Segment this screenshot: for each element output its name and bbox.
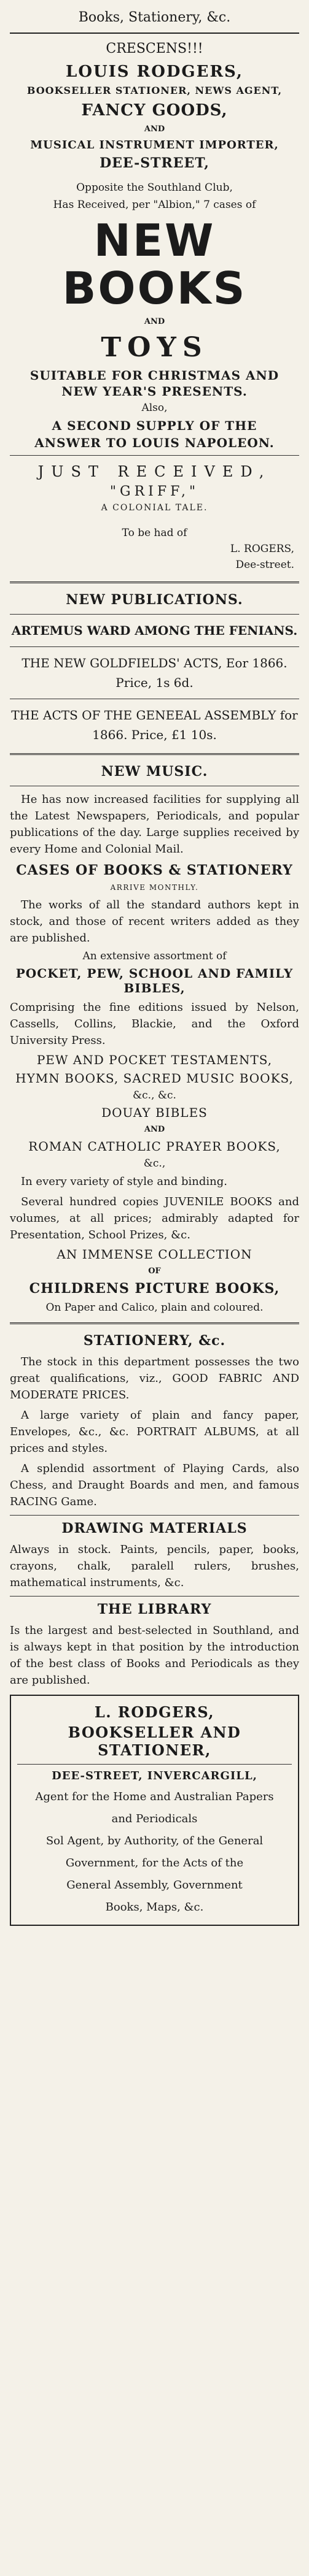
extensive-line: An extensive assortment of (82, 950, 227, 962)
merchant-name: LOUIS RODGERS, (66, 63, 243, 81)
artemus-ward-ad: ARTEMUS WARD AMONG THE FENIANS. (11, 623, 298, 638)
editions-paragraph: Comprising the fine editions issued by Nelson, Cassells, Collins, Blackie, and the Oxford University Press. (10, 1001, 299, 1047)
sole-agent-line-3: General Assembly, Government (66, 1879, 243, 1892)
newspapers-paragraph: He has now increased facilities for supplying all the Latest Newspapers, Periodicals, and popular publications of the day. Large supplies received by every Home and Colonial Mail. (10, 793, 299, 856)
divider (10, 455, 299, 456)
divider (17, 1764, 292, 1765)
section-heading: Books, Stationery, &c. (78, 10, 231, 25)
suitable-line-2: NEW YEAR'S PRESENTS. (61, 384, 248, 399)
received-line: Has Received, per "Albion," 7 cases of (53, 199, 256, 211)
new-books-banner: NEW BOOKS (62, 215, 247, 314)
library-title: THE LIBRARY (97, 1601, 212, 1617)
signature-street: Dee-street. (235, 559, 294, 571)
library-paragraph: Is the largest and best-selected in Southland, and is always kept in that position by the introduction of the best class of Books and Periodicals as they are published. (10, 1624, 299, 1687)
stationery-paragraph-2: A large variety of plain and fancy paper, Envelopes, &c., &c. PORTRAIT ALBUMS, at all prices and styles. (10, 1409, 299, 1455)
new-music-title: NEW MUSIC. (101, 764, 208, 780)
of-word: OF (148, 1267, 161, 1276)
and-word: AND (144, 125, 165, 134)
fancy-goods: FANCY GOODS, (81, 101, 228, 120)
cases-heading: CASES OF BOOKS & STATIONERY (16, 862, 293, 878)
standard-authors-paragraph: The works of all the standard authors kept in stock, and those of recent writers added as they are published. (10, 899, 299, 945)
stationery-title: STATIONERY, &c. (83, 1333, 226, 1349)
catholic-heading: ROMAN CATHOLIC PRAYER BOOKS, (28, 1139, 281, 1154)
hymn-books-heading: HYMN BOOKS, SACRED MUSIC BOOKS, (15, 1071, 294, 1086)
divider (10, 646, 299, 647)
sole-agent-line-1: Sol Agent, by Authority, of the General (45, 1834, 264, 1847)
goldfields-acts-ad: THE NEW GOLDFIELDS' ACTS, Eor 1866. Price, 1s 6d. (22, 656, 287, 690)
divider (10, 33, 299, 34)
stationery-section (10, 1333, 299, 1510)
drawing-paragraph: Always in stock. Paints, pencils, paper, books, crayons, chalk, paralell rulers, brushes, mathematical instruments, &c. (10, 1543, 299, 1589)
arrive-monthly: ARRIVE MONTHLY. (110, 883, 199, 892)
griff-title: "GRIFF," (109, 484, 200, 499)
general-assembly-acts-ad: THE ACTS OF THE GENEEAL ASSEMBLY for 1866. Price, £1 10s. (11, 708, 298, 742)
street-name: DEE-STREET, (100, 155, 209, 171)
musical-importer: MUSICAL INSTRUMENT IMPORTER, (30, 139, 279, 151)
footer-trade: BOOKSELLER AND STATIONER, (68, 1723, 241, 1759)
had-of-line: To be had of (122, 527, 187, 539)
testaments-heading: PEW AND POCKET TESTAMENTS, (36, 1052, 273, 1067)
new-publications-section (10, 592, 299, 745)
new-publications-title: NEW PUBLICATIONS. (66, 592, 243, 608)
crescens-heading: CRESCENS!!! (106, 41, 203, 56)
agent-line-1: Agent for the Home and Australian Papers (35, 1790, 274, 1803)
sole-agent-line-2: Government, for the Acts of the (65, 1857, 244, 1869)
childrens-heading: CHILDRENS PICTURE BOOKS, (29, 1281, 280, 1297)
sole-agent-line-4: Books, Maps, &c. (105, 1901, 204, 1914)
douay-heading: DOUAY BIBLES (101, 1105, 208, 1120)
etc-line: &c., &c. (133, 1089, 176, 1102)
drawing-title: DRAWING MATERIALS (61, 1520, 248, 1536)
opposite-line: Opposite the Southland Club, (76, 182, 233, 194)
advertisement-crescens (10, 41, 299, 573)
divider (10, 614, 299, 615)
drawing-materials-section (10, 1520, 299, 1591)
just-received: JUST RECEIVED, (37, 463, 272, 480)
stationery-paragraph-3: A splendid assortment of Playing Cards, also Chess, and Draught Boards and men, and famous RACING Game. (10, 1462, 299, 1508)
and-word-3: AND (144, 1125, 165, 1134)
footer-advertisement (10, 1695, 299, 1926)
also-line: Also, (141, 402, 168, 414)
agent-line-2: and Periodicals (111, 1812, 198, 1825)
library-section (10, 1601, 299, 1689)
colonial-tale: A COLONIAL TALE. (101, 503, 208, 513)
signature-name: L. ROGERS, (230, 543, 294, 555)
and-word-2: AND (144, 317, 165, 326)
second-supply-line-2: ANSWER TO LOUIS NAPOLEON. (34, 435, 275, 450)
bibles-heading: POCKET, PEW, SCHOOL AND FAMILY BIBLES, (15, 966, 294, 995)
second-supply-line-1: A SECOND SUPPLY OF THE (52, 418, 257, 433)
merchant-trade: BOOKSELLER STATIONER, NEWS AGENT, (26, 85, 283, 96)
divider (10, 1322, 299, 1324)
etc-line-2: &c., (143, 1157, 166, 1170)
stationery-paragraph-1: The stock in this department possesses the two great qualifications, viz., GOOD FABRIC AND MODERATE PRICES. (10, 1355, 299, 1401)
suitable-line-1: SUITABLE FOR CHRISTMAS AND (29, 368, 280, 383)
variety-line: In every variety of style and binding. (21, 1175, 227, 1188)
divider (10, 581, 299, 583)
divider (10, 1515, 299, 1516)
paper-calico-line: On Paper and Calico, plain and coloured. (45, 1301, 264, 1314)
footer-street: DEE-STREET, INVERCARGILL, (52, 1769, 257, 1782)
footer-name: L. RODGERS, (94, 1703, 215, 1721)
new-music-section (10, 764, 299, 1314)
immense-heading: AN IMMENSE COLLECTION (57, 1247, 252, 1262)
divider (10, 753, 299, 755)
juvenile-paragraph: Several hundred copies JUVENILE BOOKS and volumes, at all prices; admirably adapted for Presentation, School Prizes, &c. (10, 1195, 299, 1241)
divider (10, 1596, 299, 1597)
toys-banner: TOYS (101, 332, 208, 363)
newspaper-column (10, 0, 299, 1926)
